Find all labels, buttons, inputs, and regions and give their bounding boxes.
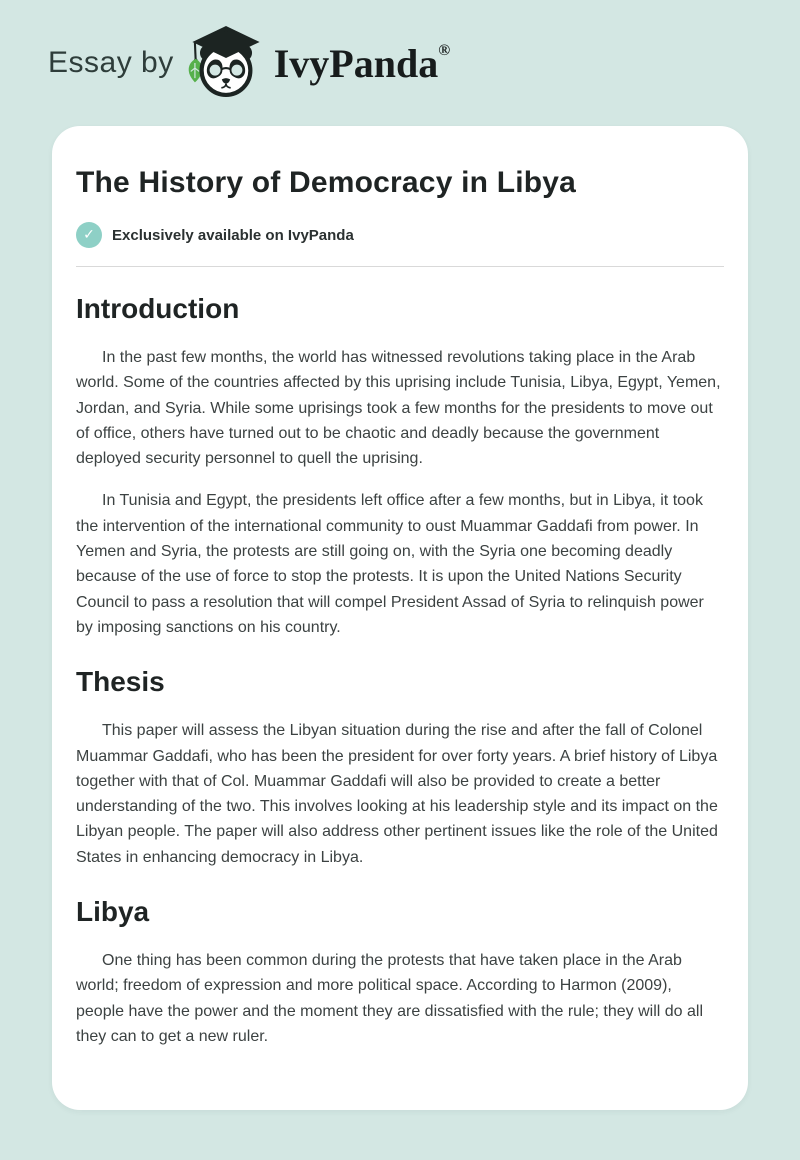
section-heading: Introduction [76,293,240,324]
essay-by-label: Essay by [48,46,174,79]
essay-sections [76,293,724,1049]
availability-label: Exclusively available on IvyPanda [112,226,354,244]
essay-title: The History of Democracy in Libya [76,166,577,199]
brand-name: IvyPanda® [273,40,451,86]
availability-badge [76,222,724,248]
check-icon: ✓ [76,222,102,248]
essay-card [52,126,748,1110]
divider [76,266,724,267]
essay-section [76,896,724,1049]
site-header [0,0,800,126]
ivypanda-logo[interactable] [184,21,450,105]
section-paragraph: One thing has been common during the protests that have taken place in the Arab world; freedom of expression and more political space. According to Harmon (2009), people have the power and the moment they are dissatisfied with the rule; they will do all they can to get a new ruler. [76,952,704,1045]
section-paragraph: This paper will assess the Libyan situation during the rise and after the fall of Colonel Muammar Gaddafi, who has been the president for over forty years. A brief history of Libya together with that of Col. Muammar Gaddafi will also be provided to create a better understanding of the two. This involves looking at his leadership style and its impact on the Libyan people. The paper will also address other pertinent issues like the role of the United States in enhancing democracy in Libya. [76,722,718,866]
registered-mark: ® [438,41,451,59]
section-paragraph: In Tunisia and Egypt, the presidents left office after a few months, but in Libya, it took the intervention of the international community to oust Muammar Gaddafi from power. In Yemen and Syria, the protests are still going on, with the Syria one becoming deadly because of the use of force to stop the protests. It is upon the United Nations Security Council to pass a resolution that will compel President Assad of Syria to relinquish power by imposing sanctions on his country. [76,492,704,636]
section-heading: Libya [76,896,150,928]
essay-section [76,293,724,640]
section-paragraph: In the past few months, the world has witnessed revolutions taking place in the Arab world. Some of the countries affected by this uprising include Tunisia, Libya, Egypt, Yemen, Jordan, and Syria. While some uprisings took a few months for the presidents to move out of office, others have turned out to be chaotic and deadly because the government deployed security personnel to quell the uprising. [76,349,721,468]
section-heading: Thesis [76,666,165,698]
panda-graduate-icon [184,21,268,105]
essay-section [76,666,724,870]
